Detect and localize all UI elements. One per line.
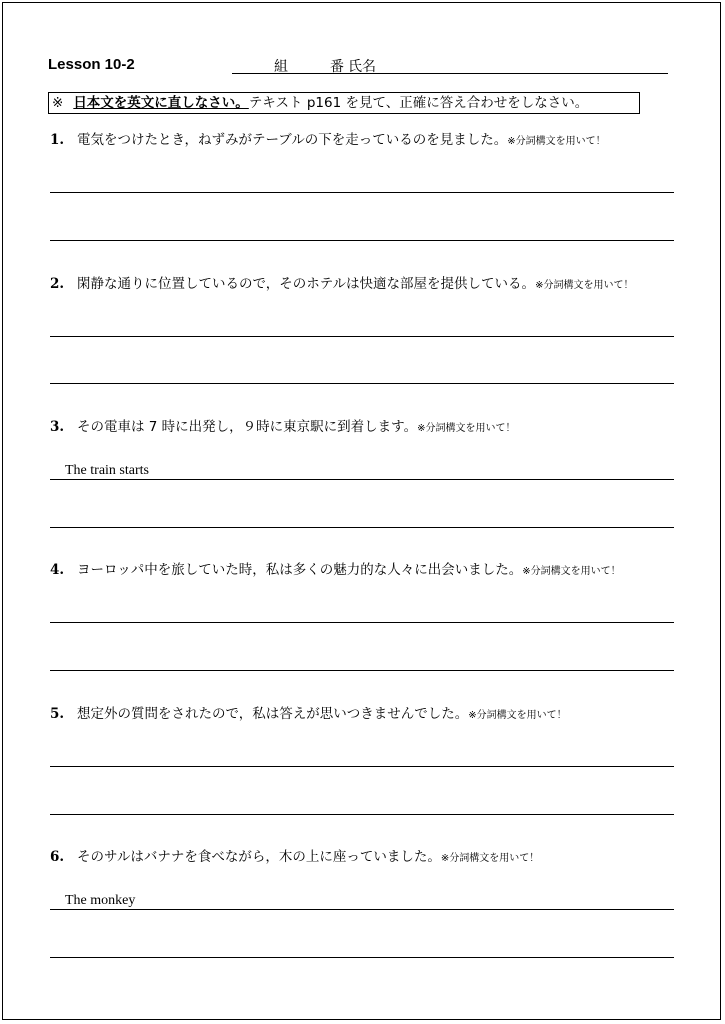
instruction-emphasis: 日本文を英文に直しなさい。	[73, 95, 249, 111]
instruction-box	[48, 92, 640, 114]
instruction-text: テキスト p161 を見て、正確に答え合わせをしなさい。	[248, 95, 589, 111]
answer-line-5a[interactable]	[50, 766, 674, 767]
question-number: 4.	[50, 562, 65, 578]
question-text: 閑静な通りに位置しているので，そのホテルは快適な部屋を提供している。	[77, 276, 536, 292]
answer-line-3a[interactable]	[50, 479, 674, 480]
answer-line-2a[interactable]	[50, 336, 674, 337]
question-note: ※分詞構文を用いて！	[440, 853, 540, 864]
question-4	[50, 558, 621, 578]
question-note: ※分詞構文を用いて！	[507, 136, 606, 147]
answer-line-6b[interactable]	[50, 957, 674, 958]
worksheet-border	[2, 2, 721, 1020]
question-note: ※分詞構文を用いて！	[535, 280, 634, 291]
class-label: 組	[274, 59, 288, 75]
answer-line-1a[interactable]	[50, 192, 674, 193]
question-note: ※分詞構文を用いて！	[468, 710, 567, 721]
question-number: 1.	[50, 132, 65, 148]
question-3	[50, 415, 515, 435]
name-label: 氏名	[348, 59, 376, 75]
worksheet-header	[48, 56, 670, 76]
answer-line-4a[interactable]	[50, 622, 674, 623]
question-number: 5.	[50, 706, 65, 722]
question-text: その電車は 7 時に出発し，９時に東京駅に到着します。	[77, 419, 418, 435]
answer-starter-3: The train starts	[65, 463, 149, 478]
question-note: ※分詞構文を用いて！	[522, 566, 621, 577]
question-number: 2.	[50, 276, 65, 292]
answer-line-3b[interactable]	[50, 527, 674, 528]
name-field[interactable]	[232, 56, 668, 74]
answer-line-6a[interactable]	[50, 909, 674, 910]
question-text: 想定外の質問をされたので，私は答えが思いつきませんでした。	[77, 706, 469, 722]
question-number: 6.	[50, 849, 65, 865]
answer-line-4b[interactable]	[50, 670, 674, 671]
answer-line-2b[interactable]	[50, 383, 674, 384]
answer-line-5b[interactable]	[50, 814, 674, 815]
question-text: 電気をつけたとき，ねずみがテーブルの下を走っているのを見ました。	[77, 132, 508, 148]
instruction-mark: ※	[52, 95, 64, 111]
question-2	[50, 272, 633, 292]
answer-line-1b[interactable]	[50, 240, 674, 241]
question-note: ※分詞構文を用いて！	[417, 423, 516, 434]
lesson-title: Lesson 10-2	[48, 56, 135, 73]
question-text: ヨーロッパ中を旅していた時，私は多くの魅力的な人々に出会いました。	[77, 562, 523, 578]
question-text: そのサルはバナナを食べながら，木の上に座っていました。	[77, 849, 441, 865]
question-number: 3.	[50, 419, 65, 435]
number-label: 番	[330, 59, 344, 75]
answer-starter-6: The monkey	[65, 893, 136, 908]
question-6	[50, 845, 539, 865]
question-1	[50, 128, 606, 148]
question-5	[50, 702, 567, 722]
